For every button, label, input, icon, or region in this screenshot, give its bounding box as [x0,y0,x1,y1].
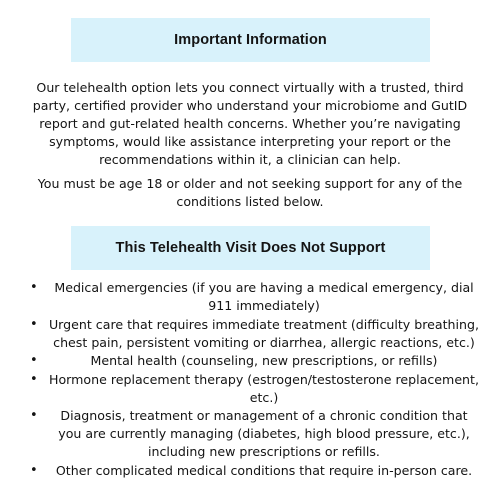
list-item [30,316,480,352]
list-item-text: Medical emergencies (if you are having a medical emergency, dial 911 immediately) [54,280,474,313]
list-item [30,371,480,407]
list-item-text: Diagnosis, treatment or management of a chronic condition that you are currently managing (diabetes, high blood pressure, etc.), including new prescriptions or refills. [58,408,470,460]
list-item [30,279,480,315]
bullet-icon: • [30,280,38,295]
bullet-icon: • [30,408,38,424]
important-information-title: Important Information [174,32,327,48]
not-supported-title: This Telehealth Visit Does Not Support [115,240,386,256]
eligibility-note: You must be age 18 or older and not seeking support for any of the conditions listed below. [37,176,463,209]
list-item-text: Other complicated medical conditions that require in-person care. [55,462,473,478]
not-supported-list [30,279,480,481]
list-item-text: Mental health (counseling, new prescriptions, or refills) [90,353,438,369]
bullet-icon: • [30,316,38,332]
telehealth-description: Our telehealth option lets you connect virtually with a trusted, third party, certified provider who understand your microbiome and GutID report and gut-related health concerns. Whether you’re navigating symptoms, would like assistance interpreting your report or the recommendations within it, a clinician can help. [32,80,468,167]
list-item-text: Urgent care that requires immediate treatment (difficulty breathing, chest pain, persistent vomiting or diarrhea, allergic reactions, etc.) [48,316,480,350]
bullet-icon: • [30,462,38,478]
bullet-icon: • [30,353,38,369]
list-item-text: Hormone replacement therapy (estrogen/testosterone replacement, etc.) [48,371,479,405]
bullet-icon: • [30,371,38,387]
important-information-banner [71,18,430,62]
list-item [30,352,480,370]
list-item [30,407,480,461]
list-item [30,462,480,480]
not-supported-banner [71,226,430,270]
